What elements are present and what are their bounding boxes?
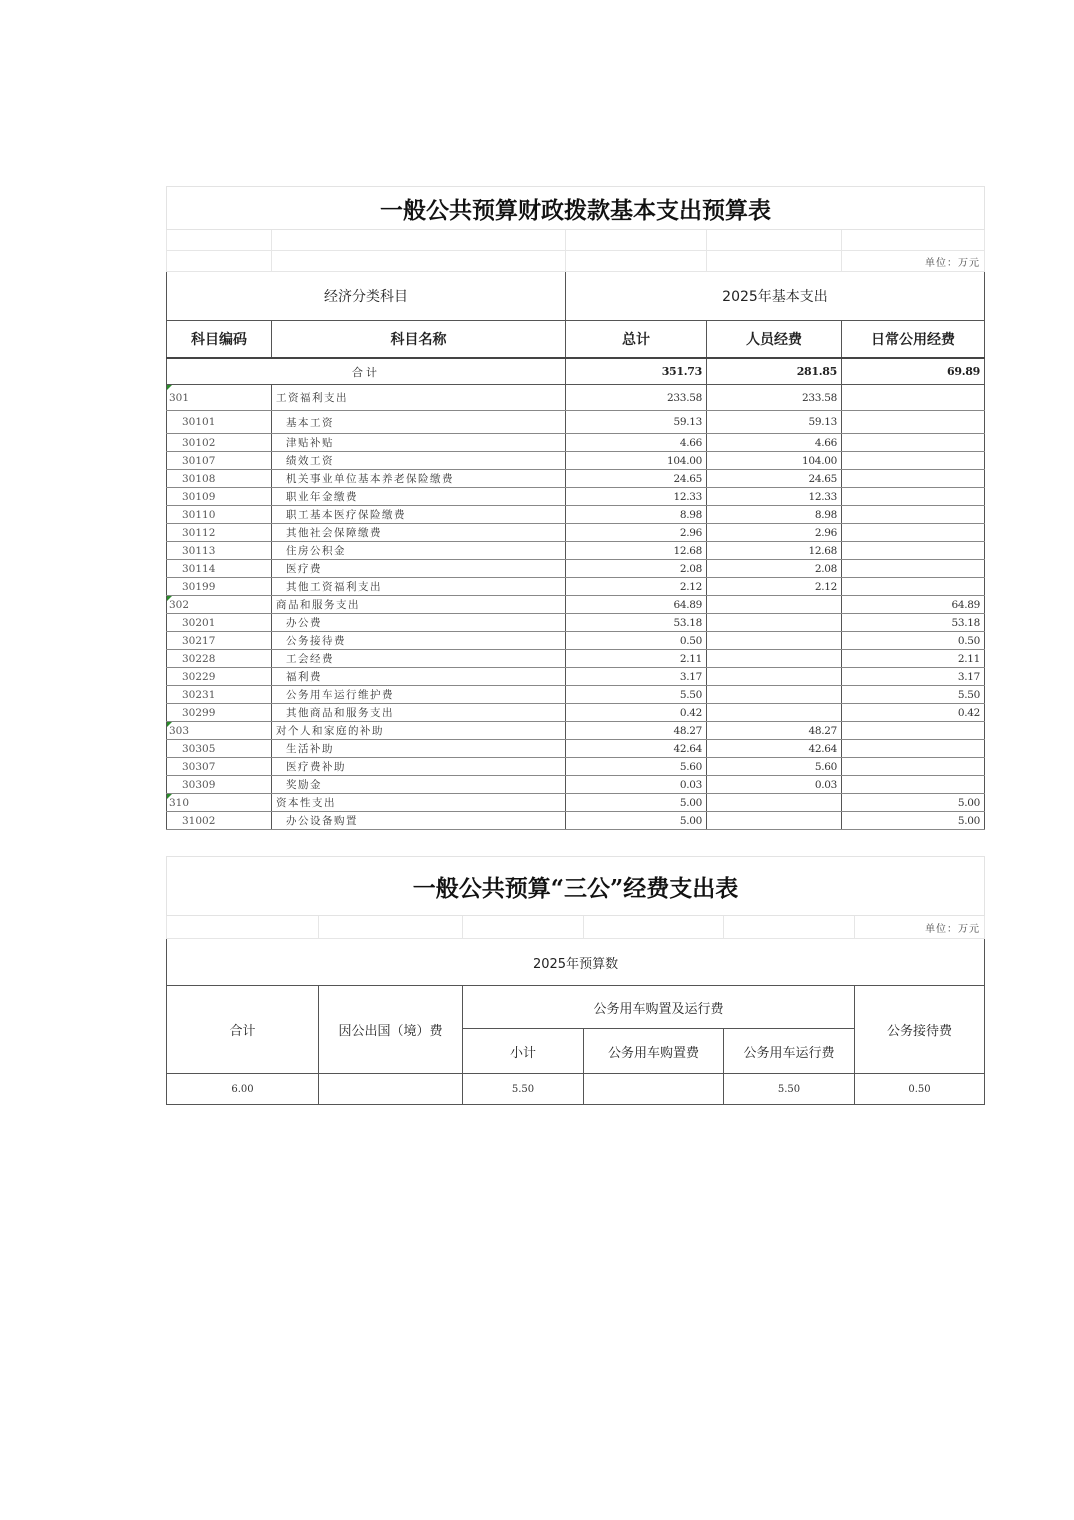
item-row [167, 470, 985, 488]
basic-expenditure-year-header: 2025年基本支出 [566, 272, 985, 321]
row-code: 30305 [167, 740, 272, 758]
row-code: 30110 [167, 506, 272, 524]
row-name: 商品和服务支出 [272, 596, 566, 614]
sum-personnel: 281.85 [707, 358, 842, 385]
row-code: 30108 [167, 470, 272, 488]
expenditure-rows [167, 385, 985, 830]
item-row [167, 812, 985, 830]
reception-header: 公务接待费 [855, 986, 985, 1074]
row-name: 津贴补贴 [272, 434, 566, 452]
row-public: 0.50 [842, 632, 985, 650]
item-row [167, 506, 985, 524]
row-public [842, 506, 985, 524]
row-public: 5.00 [842, 794, 985, 812]
row-name: 医疗费补助 [272, 758, 566, 776]
row-code: 302 [167, 596, 272, 614]
item-row [167, 614, 985, 632]
row-personnel [707, 650, 842, 668]
row-personnel: 104.00 [707, 452, 842, 470]
row-total: 5.00 [566, 812, 707, 830]
row-personnel: 12.33 [707, 488, 842, 506]
row-total: 0.42 [566, 704, 707, 722]
item-row [167, 578, 985, 596]
row-code: 301 [167, 385, 272, 411]
values-row [167, 1074, 985, 1105]
row-name: 福利费 [272, 668, 566, 686]
value-reception: 0.50 [855, 1074, 985, 1105]
row-code: 30228 [167, 650, 272, 668]
row-public [842, 488, 985, 506]
row-total: 2.12 [566, 578, 707, 596]
row-code: 30229 [167, 668, 272, 686]
row-total: 4.66 [566, 434, 707, 452]
item-row [167, 488, 985, 506]
row-code: 30114 [167, 560, 272, 578]
row-total: 5.60 [566, 758, 707, 776]
row-name: 其他工资福利支出 [272, 578, 566, 596]
row-total: 5.00 [566, 794, 707, 812]
row-public: 5.00 [842, 812, 985, 830]
group-header-row [167, 272, 985, 321]
row-code: 310 [167, 794, 272, 812]
item-row [167, 686, 985, 704]
row-public [842, 385, 985, 411]
row-total: 233.58 [566, 385, 707, 411]
item-row [167, 704, 985, 722]
three-public-title: 一般公共预算“三公”经费支出表 [167, 857, 985, 916]
row-code: 30201 [167, 614, 272, 632]
unit-row [167, 916, 985, 939]
row-public [842, 758, 985, 776]
row-name: 其他商品和服务支出 [272, 704, 566, 722]
row-code: 30109 [167, 488, 272, 506]
row-personnel: 2.96 [707, 524, 842, 542]
item-row [167, 411, 985, 434]
item-row [167, 668, 985, 686]
category-row [167, 596, 985, 614]
row-name: 对个人和家庭的补助 [272, 722, 566, 740]
row-name: 工会经费 [272, 650, 566, 668]
row-personnel: 48.27 [707, 722, 842, 740]
row-public: 5.50 [842, 686, 985, 704]
vehicle-group-header: 公务用车购置及运行费 [463, 986, 855, 1029]
code-column-header: 科目编码 [167, 321, 272, 359]
row-name: 公务用车运行维护费 [272, 686, 566, 704]
row-code: 303 [167, 722, 272, 740]
row-public: 0.42 [842, 704, 985, 722]
row-name: 办公费 [272, 614, 566, 632]
row-public [842, 776, 985, 794]
row-total: 0.03 [566, 776, 707, 794]
sum-label: 合计 [167, 358, 566, 385]
row-name: 工资福利支出 [272, 385, 566, 411]
unit-label: 单位：万元 [842, 251, 985, 272]
row-name: 公务接待费 [272, 632, 566, 650]
row-total: 2.11 [566, 650, 707, 668]
header-row-a [167, 986, 985, 1029]
basic-expenditure-sheet [166, 186, 984, 830]
value-abroad [319, 1074, 463, 1105]
item-row [167, 758, 985, 776]
row-code: 30113 [167, 542, 272, 560]
unit-label: 单位：万元 [855, 916, 985, 939]
row-personnel [707, 812, 842, 830]
row-code: 30309 [167, 776, 272, 794]
row-public [842, 452, 985, 470]
sum-total: 351.73 [566, 358, 707, 385]
row-personnel: 233.58 [707, 385, 842, 411]
personnel-column-header: 人员经费 [707, 321, 842, 359]
category-row [167, 722, 985, 740]
row-name: 生活补助 [272, 740, 566, 758]
row-total: 12.68 [566, 542, 707, 560]
row-total: 5.50 [566, 686, 707, 704]
item-row [167, 524, 985, 542]
row-personnel: 12.68 [707, 542, 842, 560]
row-code: 30112 [167, 524, 272, 542]
row-total: 104.00 [566, 452, 707, 470]
row-code: 30231 [167, 686, 272, 704]
vehicle-purchase-header: 公务用车购置费 [584, 1029, 724, 1074]
item-row [167, 740, 985, 758]
year-header-row [167, 939, 985, 986]
row-code: 31002 [167, 812, 272, 830]
row-personnel [707, 632, 842, 650]
row-public [842, 578, 985, 596]
row-code: 30217 [167, 632, 272, 650]
row-personnel: 59.13 [707, 411, 842, 434]
row-personnel: 2.12 [707, 578, 842, 596]
row-public: 64.89 [842, 596, 985, 614]
row-personnel: 42.64 [707, 740, 842, 758]
row-personnel: 8.98 [707, 506, 842, 524]
row-code: 30107 [167, 452, 272, 470]
row-public [842, 470, 985, 488]
row-personnel [707, 704, 842, 722]
row-personnel [707, 614, 842, 632]
row-name: 奖励金 [272, 776, 566, 794]
total-header: 合计 [167, 986, 319, 1074]
row-total: 2.08 [566, 560, 707, 578]
row-code: 30102 [167, 434, 272, 452]
row-personnel: 0.03 [707, 776, 842, 794]
row-personnel: 2.08 [707, 560, 842, 578]
row-personnel: 5.60 [707, 758, 842, 776]
row-total: 48.27 [566, 722, 707, 740]
row-total: 53.18 [566, 614, 707, 632]
sum-row [167, 358, 985, 385]
row-code: 30299 [167, 704, 272, 722]
three-public-table [166, 856, 985, 1105]
row-personnel [707, 686, 842, 704]
row-total: 12.33 [566, 488, 707, 506]
row-code: 30101 [167, 411, 272, 434]
item-row [167, 650, 985, 668]
item-row [167, 560, 985, 578]
public-column-header: 日常公用经费 [842, 321, 985, 359]
value-subtotal: 5.50 [463, 1074, 584, 1105]
row-public: 53.18 [842, 614, 985, 632]
row-public: 2.11 [842, 650, 985, 668]
name-column-header: 科目名称 [272, 321, 566, 359]
row-public [842, 740, 985, 758]
value-vehicle-operation: 5.50 [724, 1074, 855, 1105]
total-column-header: 总计 [566, 321, 707, 359]
row-total: 59.13 [566, 411, 707, 434]
row-personnel [707, 668, 842, 686]
row-code: 30307 [167, 758, 272, 776]
row-name: 职工基本医疗保险缴费 [272, 506, 566, 524]
item-row [167, 776, 985, 794]
value-vehicle-purchase [584, 1074, 724, 1105]
item-row [167, 452, 985, 470]
row-name: 办公设备购置 [272, 812, 566, 830]
row-total: 64.89 [566, 596, 707, 614]
unit-row [167, 251, 985, 272]
basic-expenditure-title: 一般公共预算财政拨款基本支出预算表 [167, 187, 985, 230]
basic-expenditure-table [166, 186, 985, 830]
subtotal-header: 小计 [463, 1029, 584, 1074]
budget-year-header: 2025年预算数 [167, 939, 985, 986]
value-total: 6.00 [167, 1074, 319, 1105]
row-public [842, 524, 985, 542]
item-row [167, 434, 985, 452]
row-public [842, 722, 985, 740]
row-total: 42.64 [566, 740, 707, 758]
row-public [842, 434, 985, 452]
row-name: 医疗费 [272, 560, 566, 578]
row-total: 24.65 [566, 470, 707, 488]
row-public [842, 411, 985, 434]
row-public [842, 560, 985, 578]
category-row [167, 385, 985, 411]
economic-class-header: 经济分类科目 [167, 272, 566, 321]
blank-row [167, 230, 985, 251]
row-public: 3.17 [842, 668, 985, 686]
row-name: 绩效工资 [272, 452, 566, 470]
row-total: 2.96 [566, 524, 707, 542]
item-row [167, 542, 985, 560]
vehicle-operation-header: 公务用车运行费 [724, 1029, 855, 1074]
row-name: 职业年金缴费 [272, 488, 566, 506]
three-public-sheet [166, 856, 984, 1105]
abroad-header: 因公出国（境）费 [319, 986, 463, 1074]
row-name: 基本工资 [272, 411, 566, 434]
row-name: 机关事业单位基本养老保险缴费 [272, 470, 566, 488]
row-name: 其他社会保障缴费 [272, 524, 566, 542]
row-personnel: 4.66 [707, 434, 842, 452]
row-personnel [707, 596, 842, 614]
row-total: 0.50 [566, 632, 707, 650]
row-name: 住房公积金 [272, 542, 566, 560]
row-personnel: 24.65 [707, 470, 842, 488]
category-row [167, 794, 985, 812]
row-total: 8.98 [566, 506, 707, 524]
item-row [167, 632, 985, 650]
row-total: 3.17 [566, 668, 707, 686]
row-personnel [707, 794, 842, 812]
sum-public: 69.89 [842, 358, 985, 385]
row-public [842, 542, 985, 560]
column-header-row [167, 321, 985, 359]
row-name: 资本性支出 [272, 794, 566, 812]
row-code: 30199 [167, 578, 272, 596]
